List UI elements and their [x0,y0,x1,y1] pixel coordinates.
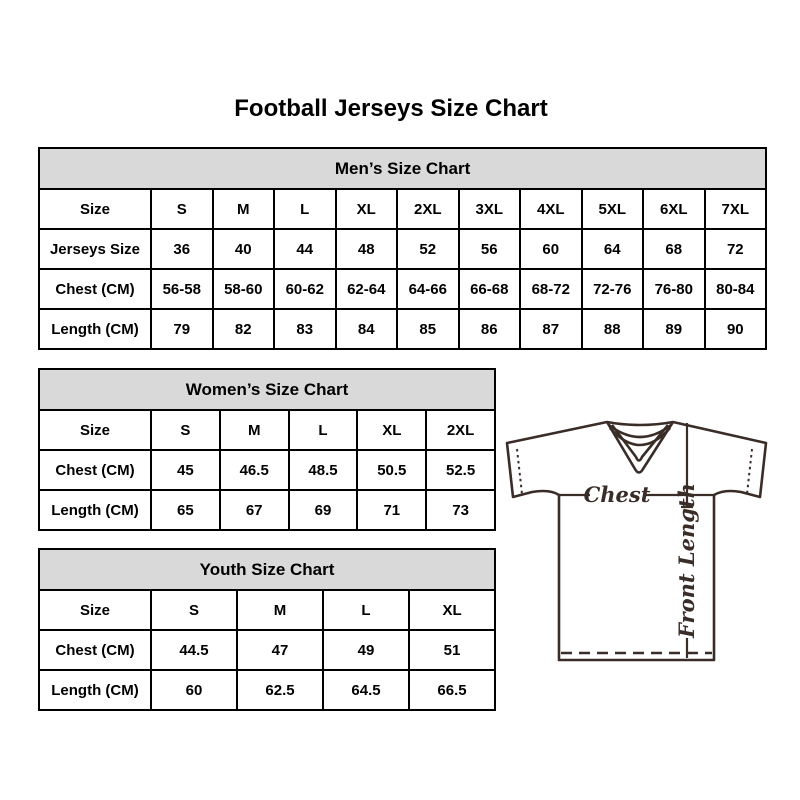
value-cell: 4XL [520,189,582,229]
table-row [39,590,495,630]
value-cell: 66-68 [459,269,521,309]
table-row [39,450,495,490]
table-row [39,490,495,530]
value-cell: XL [336,189,398,229]
value-cell: 60-62 [274,269,336,309]
value-cell: XL [409,590,495,630]
value-cell: 36 [151,229,213,269]
table-row [39,630,495,670]
womens-size-chart-table [38,368,496,531]
value-cell: 45 [151,450,220,490]
value-cell: XL [357,410,426,450]
value-cell: M [213,189,275,229]
value-cell: 85 [397,309,459,349]
men-table-title: Men’s Size Chart [39,148,766,189]
value-cell: 66.5 [409,670,495,710]
value-cell: 64.5 [323,670,409,710]
value-cell: 68 [643,229,705,269]
value-cell: 72 [705,229,767,269]
women-table-title: Women’s Size Chart [39,369,495,410]
value-cell: 7XL [705,189,767,229]
value-cell: 44 [274,229,336,269]
value-cell: 90 [705,309,767,349]
value-cell: 2XL [397,189,459,229]
men-table-header-row [39,148,766,189]
table-row [39,229,766,269]
row-label-cell: Jerseys Size [39,229,151,269]
table-row [39,670,495,710]
value-cell: 3XL [459,189,521,229]
youth-table-title: Youth Size Chart [39,549,495,590]
value-cell: 79 [151,309,213,349]
value-cell: L [274,189,336,229]
value-cell: L [323,590,409,630]
value-cell: 60 [151,670,237,710]
row-label-cell: Length (CM) [39,670,151,710]
value-cell: 80-84 [705,269,767,309]
value-cell: 89 [643,309,705,349]
row-label-cell: Chest (CM) [39,450,151,490]
value-cell: 62.5 [237,670,323,710]
jersey-diagram-icon [503,412,771,664]
women-table-header-row [39,369,495,410]
value-cell: 64 [582,229,644,269]
value-cell: S [151,189,213,229]
value-cell: 5XL [582,189,644,229]
value-cell: 68-72 [520,269,582,309]
value-cell: 2XL [426,410,495,450]
value-cell: 87 [520,309,582,349]
value-cell: 47 [237,630,323,670]
row-label-cell: Length (CM) [39,490,151,530]
chest-label: Chest [583,482,651,507]
value-cell: 48.5 [289,450,358,490]
table-row [39,410,495,450]
value-cell: 52 [397,229,459,269]
table-row [39,309,766,349]
value-cell: M [237,590,323,630]
row-label-cell: Size [39,590,151,630]
value-cell: 83 [274,309,336,349]
jersey-measurement-diagram [503,412,771,664]
value-cell: 50.5 [357,450,426,490]
value-cell: 65 [151,490,220,530]
youth-size-chart-table [38,548,496,711]
value-cell: 76-80 [643,269,705,309]
value-cell: 62-64 [336,269,398,309]
table-row [39,189,766,229]
row-label-cell: Chest (CM) [39,269,151,309]
value-cell: 67 [220,490,289,530]
value-cell: M [220,410,289,450]
value-cell: 86 [459,309,521,349]
value-cell: 48 [336,229,398,269]
value-cell: 56 [459,229,521,269]
value-cell: 88 [582,309,644,349]
value-cell: S [151,410,220,450]
value-cell: 72-76 [582,269,644,309]
value-cell: S [151,590,237,630]
table-row [39,269,766,309]
value-cell: 60 [520,229,582,269]
page-title: Football Jerseys Size Chart [234,95,548,122]
value-cell: 82 [213,309,275,349]
value-cell: 51 [409,630,495,670]
youth-table-header-row [39,549,495,590]
value-cell: 71 [357,490,426,530]
mens-size-chart-table [38,147,767,350]
value-cell: 64-66 [397,269,459,309]
value-cell: L [289,410,358,450]
value-cell: 84 [336,309,398,349]
value-cell: 52.5 [426,450,495,490]
row-label-cell: Size [39,410,151,450]
value-cell: 44.5 [151,630,237,670]
front-length-label: Front Length [674,483,699,638]
value-cell: 58-60 [213,269,275,309]
value-cell: 56-58 [151,269,213,309]
value-cell: 40 [213,229,275,269]
value-cell: 69 [289,490,358,530]
row-label-cell: Chest (CM) [39,630,151,670]
value-cell: 73 [426,490,495,530]
row-label-cell: Length (CM) [39,309,151,349]
row-label-cell: Size [39,189,151,229]
value-cell: 46.5 [220,450,289,490]
value-cell: 6XL [643,189,705,229]
value-cell: 49 [323,630,409,670]
